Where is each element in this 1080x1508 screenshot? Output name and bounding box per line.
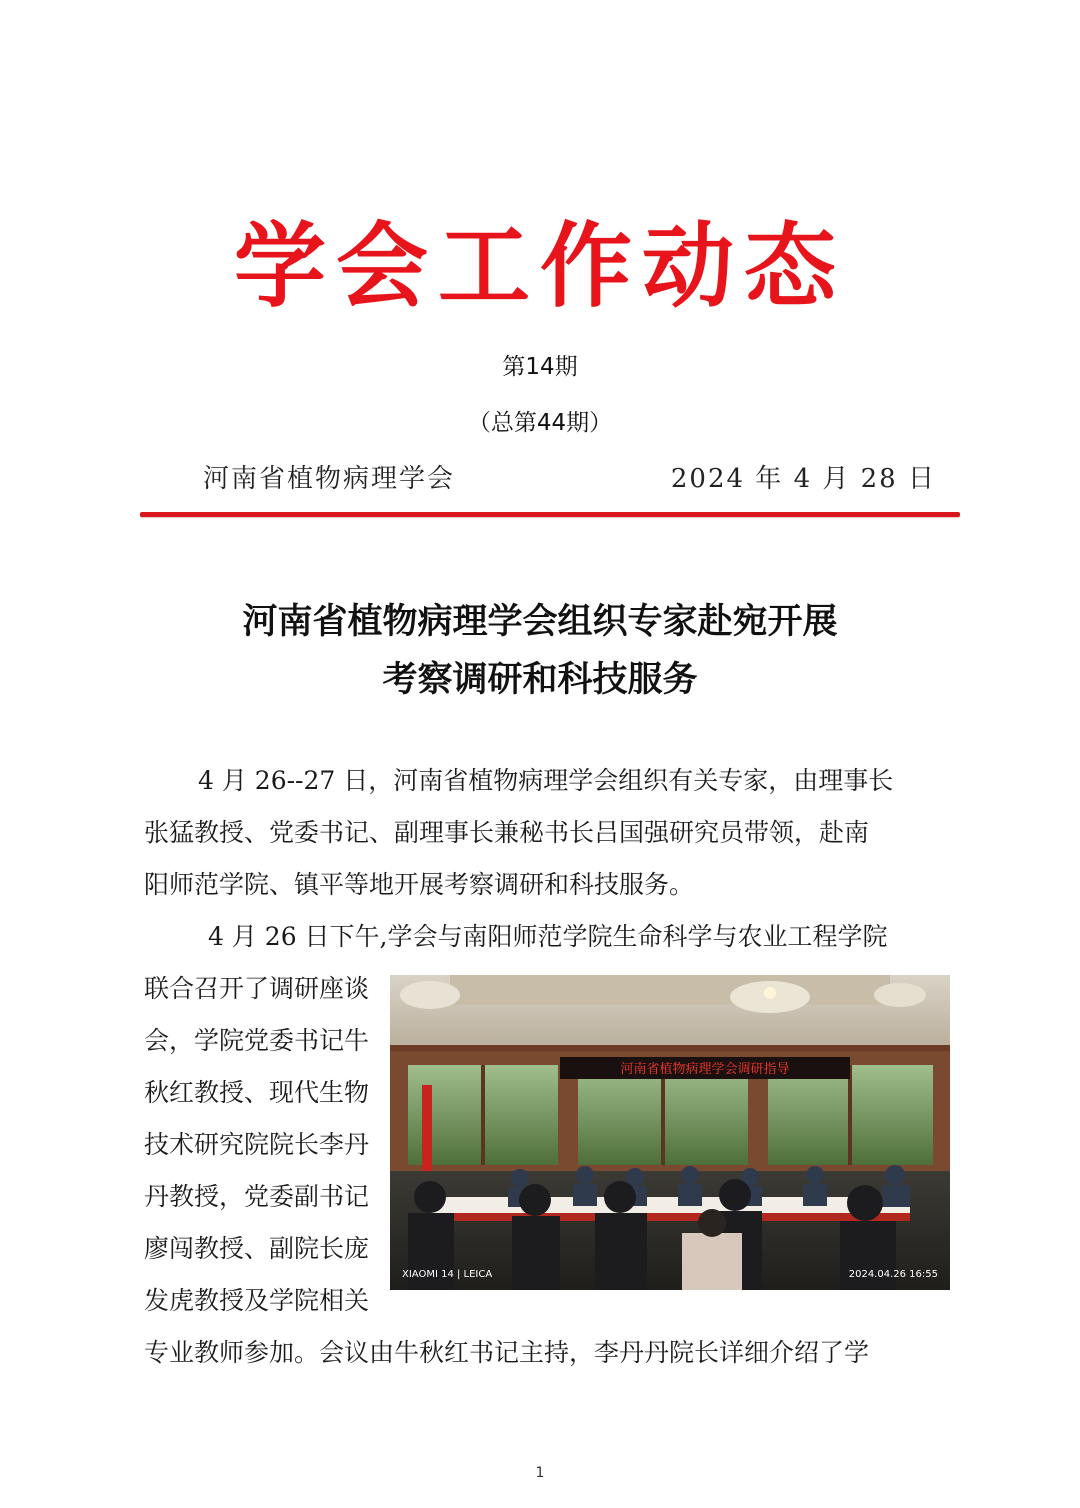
organization-name: 河南省植物病理学会	[203, 464, 456, 494]
issue-number: 第14期	[502, 354, 578, 380]
paragraph-line: 廖闯教授、副院长庞	[144, 1234, 370, 1263]
paragraph-line: 阳师范学院、镇平等地开展考察调研和科技服务。	[144, 870, 695, 899]
paragraph-line: 4 月 26--27 日，河南省植物病理学会组织有关专家，由理事长	[198, 766, 894, 795]
paragraph-line: 秋红教授、现代生物	[144, 1078, 370, 1107]
page-number: 1	[535, 1465, 545, 1481]
masthead-title: 学会工作动态	[233, 213, 846, 320]
banner-text: 河南省植物病理学会调研指导	[620, 1062, 790, 1077]
issue-total: （总第44期）	[467, 410, 613, 436]
paragraph-line: 张猛教授、党委书记、副理事长兼秘书长吕国强研究员带领，赴南	[144, 818, 870, 847]
paragraph-line: 技术研究院院长李丹	[144, 1130, 370, 1159]
paragraph-line: 发虎教授及学院相关	[144, 1286, 370, 1315]
camera-watermark: XIAOMI 14 | LEICA	[402, 1269, 493, 1280]
meeting-photo	[390, 975, 950, 1290]
article-title-line-1: 河南省植物病理学会组织专家赴宛开展	[242, 602, 838, 642]
paragraph-line: 联合召开了调研座谈	[144, 974, 370, 1003]
paragraph-line: 4 月 26 日下午,学会与南阳师范学院生命科学与农业工程学院	[208, 922, 888, 951]
paragraph-line: 丹教授，党委副书记	[144, 1182, 370, 1211]
issue-date: 2024 年 4 月 28 日	[670, 464, 936, 494]
red-divider	[140, 512, 960, 517]
paragraph-line: 专业教师参加。会议由牛秋红书记主持，李丹丹院长详细介绍了学	[144, 1338, 870, 1367]
paragraph-line: 会，学院党委书记牛	[144, 1026, 370, 1055]
photo-timestamp: 2024.04.26 16:55	[848, 1269, 938, 1280]
article-title-line-2: 考察调研和科技服务	[382, 660, 698, 700]
